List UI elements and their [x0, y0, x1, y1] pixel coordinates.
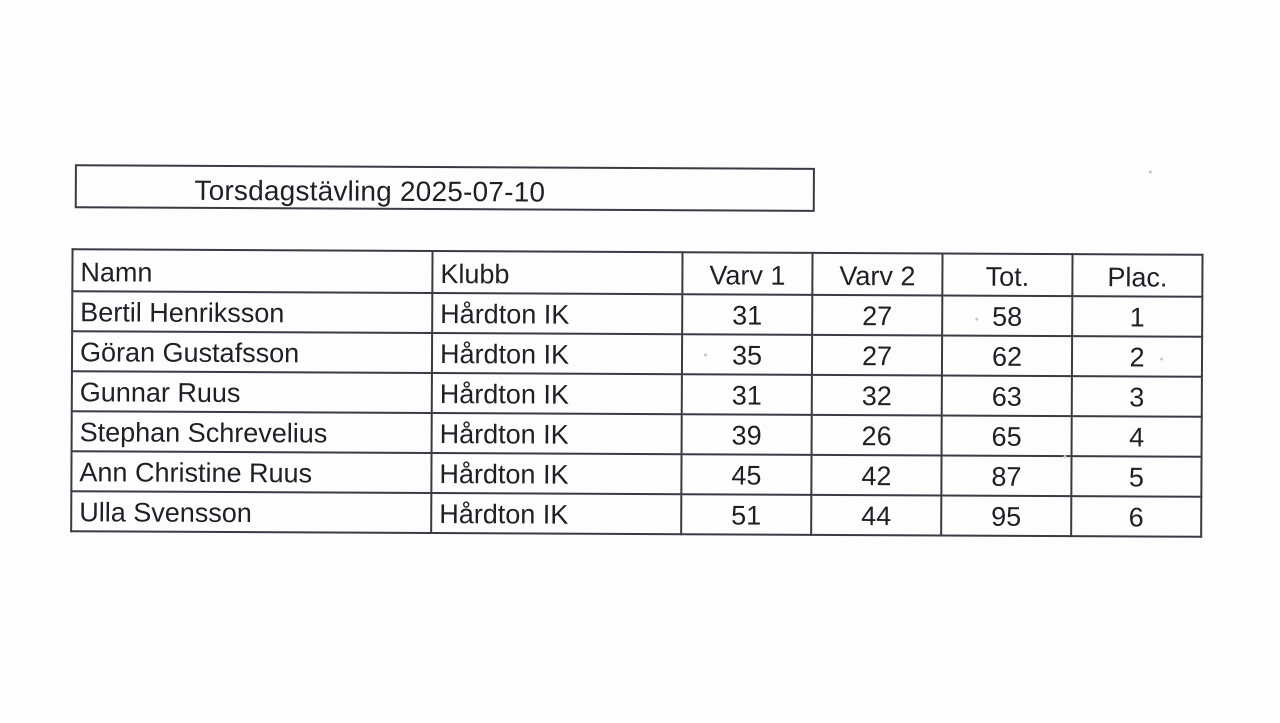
cell-placement: 6 — [1071, 496, 1201, 537]
cell-name: Göran Gustafsson — [72, 331, 432, 373]
header-round-2: Varv 2 — [812, 253, 942, 296]
cell-total: 95 — [941, 495, 1071, 536]
cell-club: Hårdton IK — [432, 333, 682, 374]
table-row — [72, 291, 1202, 337]
cell-name: Ulla Svensson — [71, 491, 431, 533]
table-row — [71, 451, 1201, 497]
cell-club: Hårdton IK — [432, 373, 682, 414]
cell-round-1: 31 — [682, 294, 812, 335]
cell-total: 63 — [942, 375, 1072, 416]
header-row — [72, 249, 1202, 297]
cell-total: 65 — [942, 415, 1072, 456]
cell-name: Bertil Henriksson — [72, 291, 432, 333]
scan-speck — [1064, 455, 1067, 458]
header-round-1: Varv 1 — [682, 252, 812, 295]
header-placement: Plac. — [1072, 254, 1202, 297]
header-total: Tot. — [942, 253, 1072, 296]
scan-speck — [1149, 170, 1152, 173]
cell-placement: 2 — [1072, 336, 1202, 377]
cell-placement: 1 — [1072, 296, 1202, 337]
cell-placement: 3 — [1072, 376, 1202, 417]
cell-round-2: 42 — [811, 455, 941, 496]
document-title: Torsdagstävling 2025-07-10 — [194, 174, 546, 208]
header-name: Namn — [72, 249, 432, 293]
cell-name: Ann Christine Ruus — [71, 451, 431, 493]
cell-name: Stephan Schrevelius — [72, 411, 432, 453]
results-table — [70, 248, 1203, 538]
cell-round-1: 31 — [682, 374, 812, 415]
table-row — [72, 331, 1202, 377]
cell-club: Hårdton IK — [432, 293, 682, 334]
title-box — [75, 164, 815, 212]
cell-round-2: 32 — [812, 375, 942, 416]
table-row — [72, 411, 1202, 457]
cell-club: Hårdton IK — [431, 493, 681, 534]
cell-round-2: 44 — [811, 495, 941, 536]
cell-round-1: 39 — [682, 414, 812, 455]
cell-name: Gunnar Ruus — [72, 371, 432, 413]
cell-club: Hårdton IK — [432, 413, 682, 454]
cell-total: 87 — [941, 455, 1071, 496]
cell-club: Hårdton IK — [431, 453, 681, 494]
cell-round-2: 26 — [812, 415, 942, 456]
cell-placement: 4 — [1072, 416, 1202, 457]
scan-speck — [1160, 358, 1163, 361]
cell-round-2: 27 — [812, 335, 942, 376]
cell-round-1: 45 — [681, 454, 811, 495]
scan-speck — [975, 318, 978, 321]
cell-placement: 5 — [1071, 456, 1201, 497]
cell-total: 58 — [942, 295, 1072, 336]
scan-speck — [704, 353, 707, 356]
cell-round-2: 27 — [812, 295, 942, 336]
cell-round-1: 35 — [682, 334, 812, 375]
header-club: Klubb — [432, 251, 682, 294]
table-row — [72, 371, 1202, 417]
table-row — [71, 491, 1201, 537]
cell-round-1: 51 — [681, 494, 811, 535]
cell-total: 62 — [942, 335, 1072, 376]
